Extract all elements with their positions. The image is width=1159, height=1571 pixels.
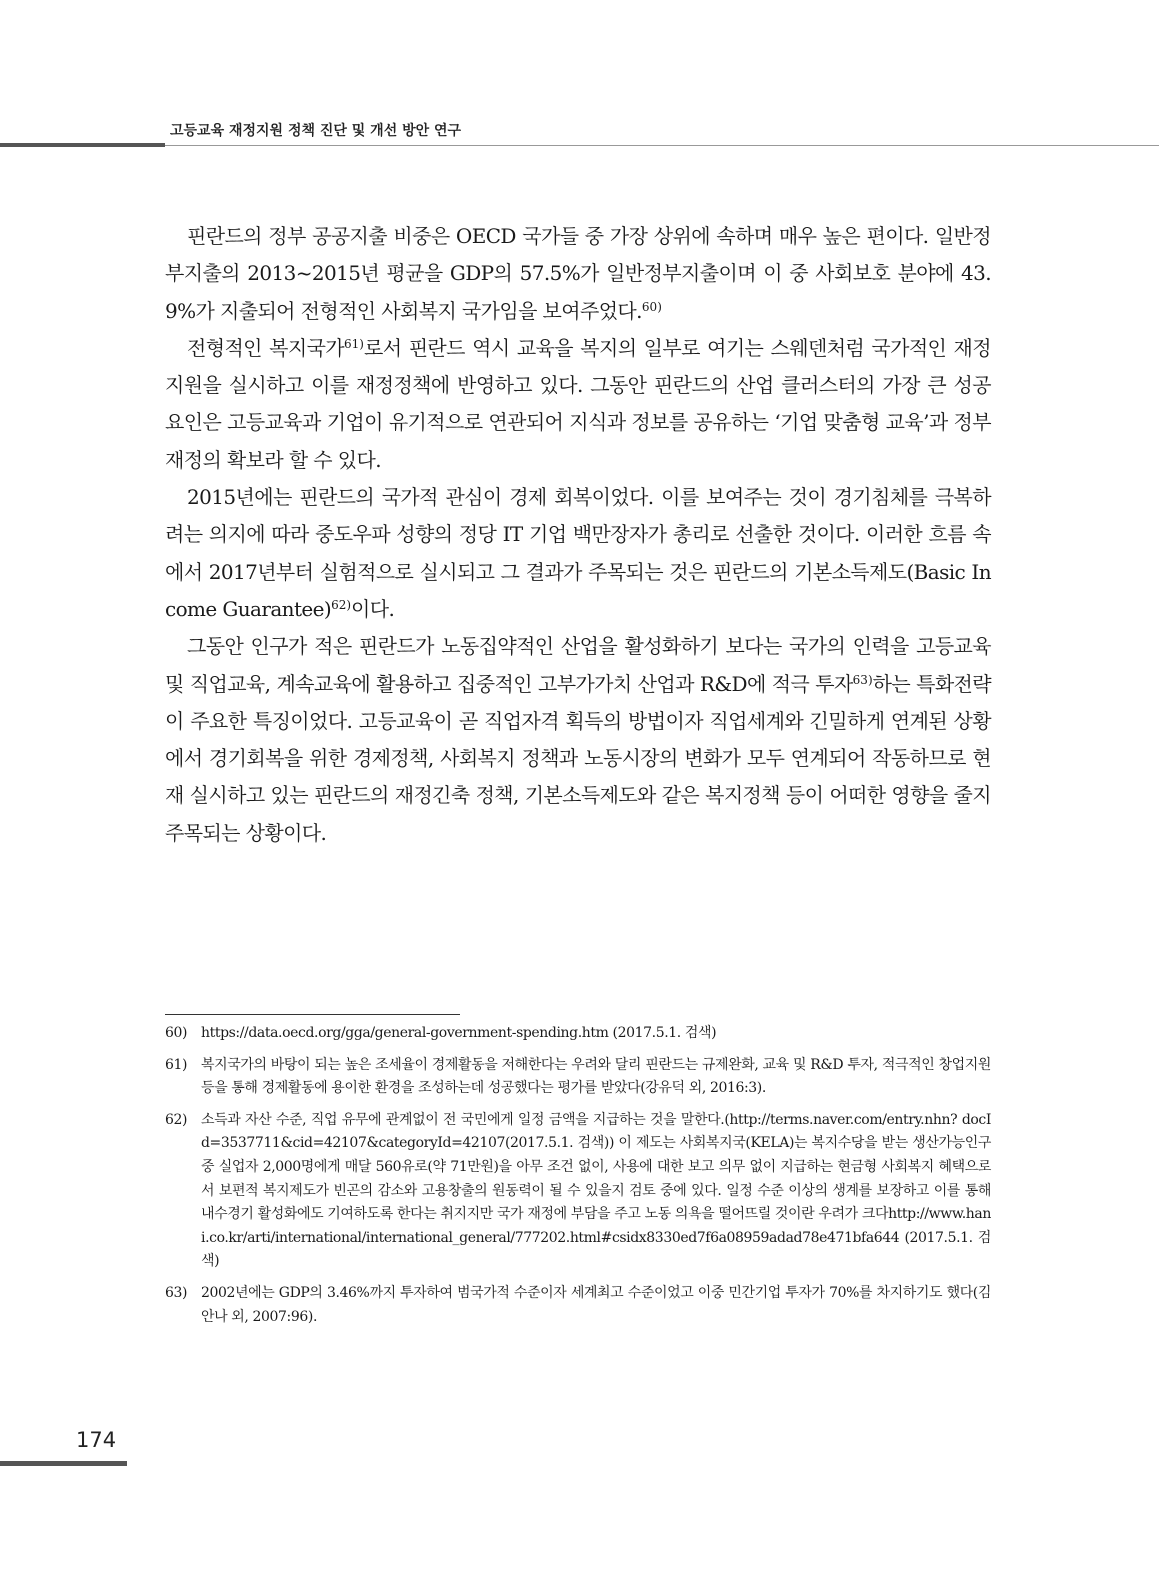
paragraph-3 xyxy=(165,479,991,628)
footnote-62 xyxy=(165,1109,991,1274)
footnote-ref-60: 60) xyxy=(641,299,662,314)
footnotes xyxy=(165,1022,991,1337)
footnote-60 xyxy=(165,1022,991,1046)
footnote-text: https://data.oecd.org/gga/general-government-spending.htm (2017.5.1. 검색) xyxy=(201,1025,717,1041)
footer-rule xyxy=(0,1461,127,1466)
footnote-text: 복지국가의 바탕이 되는 높은 조세율이 경제활동을 저해한다는 우려와 달리 핀란드는 규제완화, 교육 및 R&D 투자, 적극적인 창업지원 등을 통해 경제활동에 용이한 환경을 조성하는데 성공했다는 평가를 받았다(강유덕 외, 2016:3). xyxy=(201,1056,991,1097)
footnote-ref-61: 61) xyxy=(344,336,364,351)
footnote-text: 2002년에는 GDP의 3.46%까지 투자하여 범국가적 수준이자 세계최고 수준이었고 이중 민간기업 투자가 70%를 차지하기도 했다(김안나 외, 2007:96). xyxy=(201,1284,991,1325)
footnote-ref-63: 63) xyxy=(852,672,873,687)
footnote-61 xyxy=(165,1054,991,1101)
footnote-text: 소득과 자산 수준, 직업 유무에 관계없이 전 국민에게 일정 금액을 지급하는 것을 말한다.(http://terms.naver.com/entry.nhn? docId=3537711&cid=42107&categoryId=42107(2017.5.1. 검색)) 이 제도는 사회복지국(KELA)는 복지수당을 받는 생산가능인구 중 실업자 2,000명에게 매달 560유로(약 71만원)을 아무 조건 없이, 사용에 대한 보고 의무 없이 지급하는 현금형 사회복지 혜택으로서 보편적 복지제도가 빈곤의 감소와 고용창출의 원동력이 될 수 있을지 검토 중에 있다. 일정 수준 이상의 생계를 보장하고 이를 통해 내수경기 활성화에도 기여하도록 한다는 취지지만 국가 재정에 부담을 주고 노동 의욕을 떨어뜨릴 것이란 우려가 크다http://www.hani.co.kr/arti/international/international_general/777202.html#csidx8330ed7f6a08959adad78e471bfa644 (2017.5.1. 검색) xyxy=(201,1111,991,1270)
paragraph-2 xyxy=(165,330,991,479)
footnote-number: 62) xyxy=(165,1111,188,1128)
paragraph-3-after: 이다. xyxy=(351,596,395,621)
running-header-title: 고등교육 재정지원 정책 진단 및 개선 방안 연구 xyxy=(170,123,462,139)
paragraph-2-after: 로서 핀란드 역시 교육을 복지의 일부로 여기는 스웨덴처럼 국가적인 재정지원을 실시하고 이를 재정정책에 반영하고 있다. 그동안 핀란드의 산업 클러스터의 가장 큰 성공 요인은 고등교육과 기업이 유기적으로 연관되어 지식과 정보를 공유하는 ‘기업 맞춤형 교육’과 정부 재정의 확보라 할 수 있다. xyxy=(165,335,991,472)
paragraph-1 xyxy=(165,218,991,330)
paragraph-4 xyxy=(165,628,991,852)
footnote-number: 61) xyxy=(165,1056,188,1073)
page-number: 174 xyxy=(76,1428,117,1452)
footnote-ref-62: 62) xyxy=(331,597,352,612)
footnote-number: 63) xyxy=(165,1284,188,1301)
body-text xyxy=(165,218,991,852)
paragraph-4-after: 하는 특화전략이 주요한 특징이었다. 고등교육이 곧 직업자격 획득의 방법이자 직업세계와 긴밀하게 연계된 상황에서 경기회복을 위한 경제정책, 사회복지 정책과 노동시장의 변화가 모두 연계되어 작동하므로 현재 실시하고 있는 핀란드의 재정긴축 정책, 기본소득제도와 같은 복지정책 등이 어떠한 영향을 줄지 주목되는 상황이다. xyxy=(165,671,991,845)
paragraph-2-text: 전형적인 복지국가 xyxy=(187,335,345,360)
header-rule-thin xyxy=(165,145,1159,146)
footnote-63 xyxy=(165,1282,991,1329)
paragraph-3-text: 2015년에는 핀란드의 국가적 관심이 경제 회복이었다. 이를 보여주는 것이 경기침체를 극복하려는 의지에 따라 중도우파 성향의 정당 IT 기업 백만장자가 총리로 선출한 것이다. 이러한 흐름 속에서 2017년부터 실험적으로 실시되고 그 결과가 주목되는 것은 핀란드의 기본소득제도(Basic Income Guarantee) xyxy=(165,485,991,621)
paragraph-4-text: 그동안 인구가 적은 핀란드가 노동집약적인 산업을 활성화하기 보다는 국가의 인력을 고등교육 및 직업교육, 계속교육에 활용하고 집중적인 고부가가치 산업과 R&D에 적극 투자 xyxy=(165,634,991,696)
paragraph-1-text: 핀란드의 정부 공공지출 비중은 OECD 국가들 중 가장 상위에 속하며 매우 높은 편이다. 일반정부지출의 2013~2015년 평균을 GDP의 57.5%가 일반정부지출이며 이 중 사회보호 분야에 43.9%가 지출되어 전형적인 사회복지 국가임을 보여주었다. xyxy=(165,224,991,323)
header-rule-thick xyxy=(0,143,165,147)
footnote-number: 60) xyxy=(165,1025,188,1041)
footnote-divider xyxy=(165,1014,460,1015)
